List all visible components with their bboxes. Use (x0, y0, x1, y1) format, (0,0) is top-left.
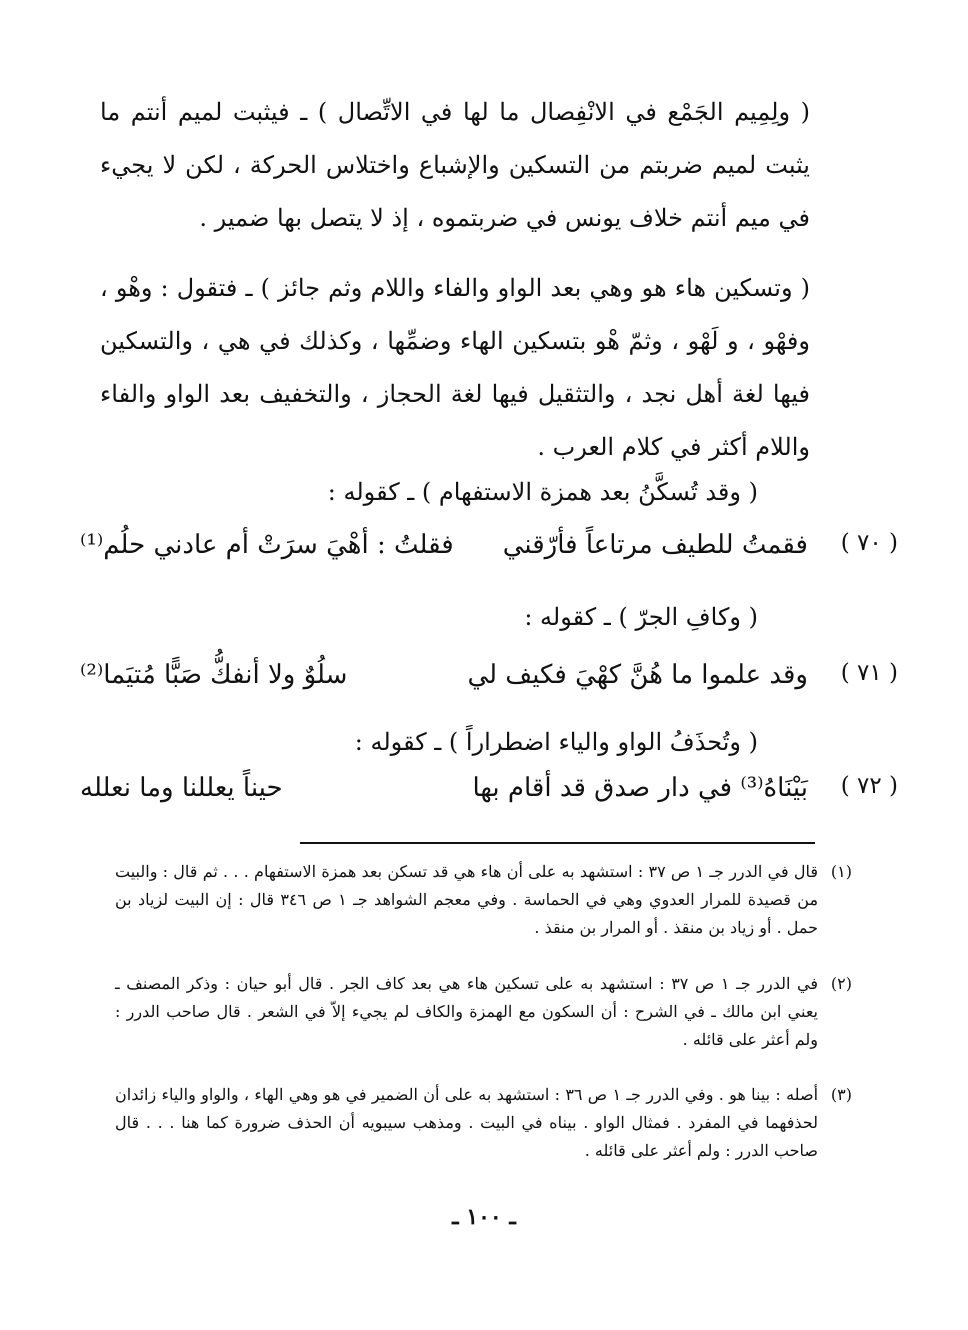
page-number: ـ ١٠٠ ـ (452, 1204, 516, 1230)
footnote-2 (115, 970, 852, 1054)
verse-first-hemistich: وقد علموا ما هُنَّ كهْيَ فكيف لي (467, 660, 808, 690)
verse-72 (80, 773, 898, 823)
verse-number: ( ٧٠ ) (840, 530, 898, 556)
cue-kaf-jarr: ( وكافِ الجرّ ) ـ كقوله : (524, 603, 758, 631)
paragraph-taskin-ha: ( وتسكين هاء هو وهي بعد الواو والفاء واللام وثم جائز ) ـ فتقول : وهْو ، وفهْو ، و لَهْو ، وثمّ هْو بتسكين الهاء وضمِّها ، وكذلك في هي ، والتسكين فيها لغة أهل نجد ، والتثقيل فيها لغة الحجاز ، والتخفيف بعد الواو والفاء واللام أكثر في كلام العرب . (100, 274, 810, 461)
footnote-1 (115, 858, 852, 942)
verse-second-hemistich: سلُوٌ ولا أنفكُّ صَبًّا مُتيَما⁽²⁾ (80, 660, 348, 690)
footnote-text: أصله : بينا هو . وفي الدرر جـ ١ ص ٣٦ : استشهد به على أن الضمير في هو وهي الهاء ، والواو والياء زائدان لحذفهما في المفرد . فمثال الواو . بيناه في البيت . ومذهب سيبويه أن الحذف ضرورة كما هنا . . . قال صاحب الدرر : ولم أعثر على قائله . (115, 1085, 819, 1160)
verse-number: ( ٧١ ) (840, 660, 898, 686)
footnote-separator (300, 842, 815, 844)
verse-number: ( ٧٢ ) (840, 773, 898, 799)
cue-hamza-istifham: ( وقد تُسكَّنُ بعد همزة الاستفهام ) ـ كقوله : (327, 478, 758, 506)
footnote-number: (٣) (830, 1085, 852, 1104)
footnote-number: (١) (830, 862, 852, 881)
cue-hadhf: ( وتُحذَفُ الواو والياء اضطراراً ) ـ كقوله : (354, 728, 758, 756)
footnote-text: في الدرر جـ ١ ص ٣٧ : استشهد به على تسكين هاء هي بعد كاف الجر . قال أبو حيان : وذكر المصنف ـ يعني ابن مالك ـ في الشرح : أن السكون مع الهمزة والكاف لم يجيء إلاّ في الشعر . قال صاحب الدرر : ولم أعثر على قائله . (115, 974, 819, 1049)
footnote-text: قال في الدرر جـ ١ ص ٣٧ : استشهد به على أن هاء هي قد تسكن بعد همزة الاستفهام . . . ثم قال : والبيت من قصيدة للمرار العدوي وهي في الحماسة . وفي معجم الشواهد جـ ١ ص ٣٤٦ قال : إن البيت لزياد بن حمل . أو زياد بن منقذ . أو المرار بن منقذ . (115, 862, 819, 937)
footnote-3 (115, 1081, 852, 1165)
footnote-number: (٢) (830, 974, 852, 993)
verse-second-hemistich: حيناً يعللنا وما نعلله (80, 773, 283, 803)
verse-second-hemistich: فقلتُ : أهْيَ سرَتْ أم عادني حلُم⁽¹⁾ (80, 530, 454, 560)
verse-70 (80, 530, 898, 580)
verse-first-hemistich: فقمتُ للطيف مرتاعاً فأرّقني (502, 530, 808, 560)
paragraph-jam-mim: ( ولِمِيم الجَمْع في الانْفِصال ما لها في الاتِّصال ) ـ فيثبت لميم أنتم ما يثبت لميم ضربتم من التسكين والإشباع واختلاس الحركة ، لكن لا يجيء في ميم أنتم خلاف يونس في ضربتموه ، إذ لا يتصل بها ضمير . (100, 98, 811, 232)
verse-71 (80, 660, 898, 710)
verse-first-hemistich: بَيْنَاهُ⁽³⁾ في دار صدق قد أقام بها (472, 773, 808, 803)
